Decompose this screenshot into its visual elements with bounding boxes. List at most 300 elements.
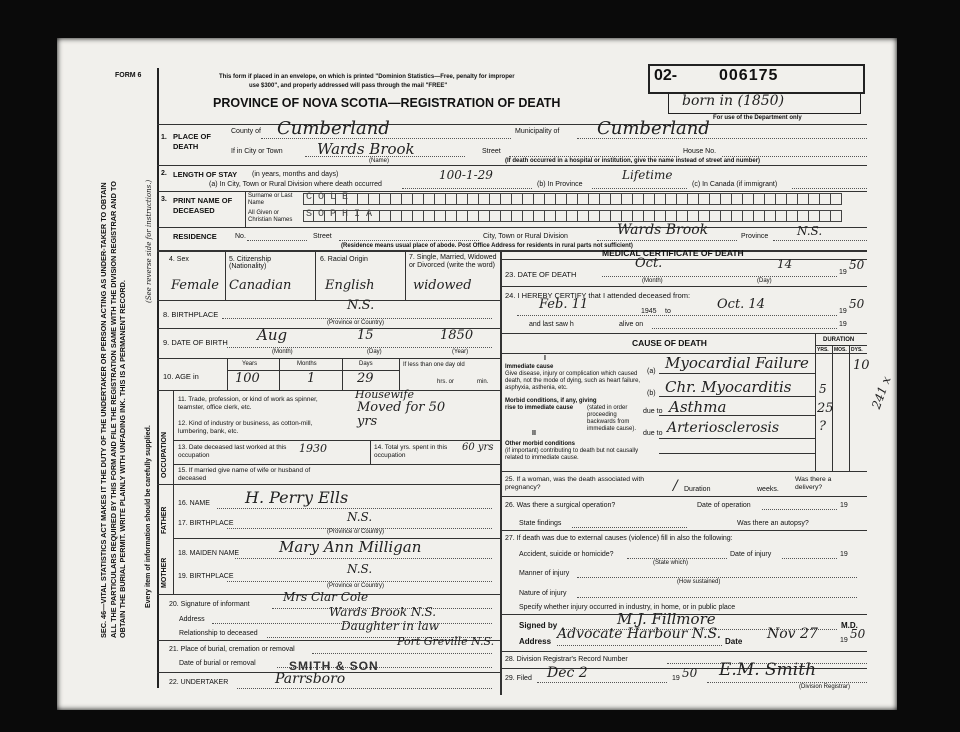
vertical-rule bbox=[399, 358, 400, 390]
q28-label: 28. Division Registrar's Record Number bbox=[505, 656, 628, 663]
months-label: Months bbox=[297, 361, 317, 367]
relationship-value: Daughter in law bbox=[341, 619, 440, 633]
reg-number: 006175 bbox=[719, 67, 779, 84]
other-morbid-text: (if important) contributing to death but not causally related to immediate cause. bbox=[505, 448, 639, 461]
dotted-rule bbox=[509, 156, 679, 157]
margin-annotation: 241 x bbox=[869, 374, 894, 411]
mother-bp-sub: (Province or Country) bbox=[327, 583, 385, 589]
sex-value: Female bbox=[171, 278, 219, 293]
cause-b-value: Chr. Myocarditis bbox=[665, 378, 792, 396]
dod-month-label: (Month) bbox=[642, 278, 663, 284]
letter-box bbox=[798, 193, 809, 205]
county-label: County of bbox=[231, 128, 261, 135]
letter-box bbox=[743, 210, 754, 222]
father-bp-value: N.S. bbox=[347, 510, 373, 524]
letter-box bbox=[710, 193, 721, 205]
stay-a-value: 100-1-29 bbox=[439, 168, 493, 182]
vertical-rule bbox=[173, 390, 174, 484]
dotted-rule bbox=[592, 188, 687, 189]
residence-label: RESIDENCE bbox=[173, 232, 217, 241]
letter-box bbox=[699, 193, 710, 205]
rule bbox=[500, 286, 867, 287]
rule bbox=[500, 530, 867, 531]
letter-box bbox=[655, 193, 666, 205]
dob-label: 9. DATE OF BIRTH bbox=[163, 338, 228, 347]
duration-b: 5 bbox=[819, 382, 827, 396]
dob-month: Aug bbox=[257, 326, 288, 344]
dob-day: 15 bbox=[357, 328, 374, 343]
letter-box bbox=[402, 210, 413, 222]
rule bbox=[157, 358, 500, 359]
attended-from-year: 1945 bbox=[641, 308, 657, 315]
letter-box bbox=[677, 193, 688, 205]
cause-line bbox=[659, 453, 815, 454]
stay-sub: (in years, months and days) bbox=[252, 171, 339, 178]
letter-box bbox=[369, 193, 380, 205]
letter-box bbox=[490, 193, 501, 205]
birthplace-label: 8. BIRTHPLACE bbox=[163, 310, 219, 319]
dob-month-label: (Month) bbox=[272, 349, 293, 355]
letter-box bbox=[611, 193, 622, 205]
marital-value: widowed bbox=[413, 278, 472, 293]
less-than-day: If less than one day old bbox=[403, 362, 465, 368]
cause-d-value: Arteriosclerosis bbox=[667, 420, 780, 436]
father-side-label: FATHER bbox=[161, 506, 168, 534]
letter-box bbox=[677, 210, 688, 222]
date-of-injury-label: Date of injury bbox=[730, 551, 772, 558]
dod-year-prefix: 19 bbox=[839, 269, 847, 276]
last-saw-label: and last saw h bbox=[529, 321, 574, 328]
rule bbox=[815, 345, 867, 346]
letter-box bbox=[688, 193, 699, 205]
given-label: All Given or Christian Names bbox=[248, 210, 293, 223]
rule bbox=[173, 440, 500, 441]
death-registration-form bbox=[57, 38, 897, 710]
dept-use-label: For use of the Department only bbox=[713, 115, 802, 121]
letter-box bbox=[567, 210, 578, 222]
letter-box bbox=[754, 193, 765, 205]
dotted-rule bbox=[222, 318, 492, 319]
letter-box bbox=[699, 210, 710, 222]
age-years: 100 bbox=[235, 371, 260, 386]
stay-b-value: Lifetime bbox=[622, 168, 673, 182]
letter-box bbox=[633, 193, 644, 205]
letter-box bbox=[391, 193, 402, 205]
cause-b-label: (b) bbox=[647, 390, 656, 397]
last-worked-value: 1930 bbox=[299, 442, 327, 455]
mother-side-label: MOTHER bbox=[161, 557, 168, 588]
specify-label: Specify whether injury occurred in industry, in home, or in public place bbox=[519, 604, 736, 611]
letter-box bbox=[523, 210, 534, 222]
letter-box bbox=[567, 193, 578, 205]
q27-label: 27. If death was due to external causes (violence) fill in also the following: bbox=[505, 535, 733, 542]
burial-place-label: 21. Place of burial, cremation or removal bbox=[169, 646, 295, 653]
dotted-rule bbox=[402, 188, 532, 189]
letter-box bbox=[578, 210, 589, 222]
cause-a-value: Myocardial Failure bbox=[665, 354, 809, 372]
dotted-rule bbox=[557, 645, 722, 646]
dotted-rule bbox=[312, 653, 492, 654]
letter-box bbox=[820, 193, 831, 205]
certify-label: 24. I HEREBY CERTIFY that I attended deceased from: bbox=[505, 291, 691, 300]
letter-box bbox=[765, 193, 776, 205]
letter-box bbox=[644, 193, 655, 205]
letter-box bbox=[512, 210, 523, 222]
mother-bp-label: 19. BIRTHPLACE bbox=[178, 573, 234, 580]
info-note: Every item of information should be carefully supplied. bbox=[145, 425, 152, 608]
signature-year: 50 bbox=[850, 627, 866, 641]
hospital-note: (If death occurred in a hospital or institution, give the name instead of street and number) bbox=[505, 158, 761, 164]
due-to-1: due to bbox=[643, 408, 663, 415]
letter-box bbox=[743, 193, 754, 205]
letter-box bbox=[611, 210, 622, 222]
state-which-label: (State which) bbox=[653, 560, 689, 566]
dob-year-label: (Year) bbox=[452, 349, 469, 355]
residence-province-label: Province bbox=[741, 233, 769, 240]
years-label: Years bbox=[242, 361, 258, 367]
letter-box bbox=[556, 193, 567, 205]
letter-box bbox=[534, 193, 545, 205]
surname-value: COLE bbox=[306, 192, 355, 203]
dotted-rule bbox=[247, 240, 307, 241]
rule bbox=[157, 250, 867, 252]
age-days: 29 bbox=[357, 371, 374, 386]
name-label: PRINT NAME OF DECEASED bbox=[173, 196, 233, 215]
cause-line bbox=[659, 438, 815, 439]
form-title: PROVINCE OF NOVA SCOTIA—REGISTRATION OF DEATH bbox=[213, 96, 561, 110]
vertical-rule bbox=[849, 345, 850, 471]
days-label: Days bbox=[359, 361, 373, 367]
dur-mos-label: MOS. bbox=[834, 347, 847, 353]
undertaker-stamp: SMITH & SON bbox=[289, 659, 379, 673]
cause-section-i: I bbox=[544, 355, 546, 362]
letter-box bbox=[765, 210, 776, 222]
name-sublabel: (Name) bbox=[369, 158, 390, 164]
signed-by-value: M.J. Fillmore bbox=[617, 610, 716, 628]
attended-to-label: to bbox=[665, 308, 671, 315]
letter-box bbox=[358, 193, 369, 205]
registrar-label: (Division Registrar) bbox=[799, 684, 851, 690]
letter-box bbox=[534, 210, 545, 222]
marital-label: 7. Single, Married, Widowed or Divorced (write the word) bbox=[409, 254, 497, 269]
physician-address-value: Advocate Harbour N.S. bbox=[557, 626, 722, 642]
rule bbox=[173, 464, 500, 465]
dod-month: Oct. bbox=[635, 256, 663, 271]
dotted-rule bbox=[773, 240, 867, 241]
father-bp-sub: (Province or Country) bbox=[327, 529, 385, 535]
alive-on-label: alive on bbox=[619, 321, 644, 328]
letter-box bbox=[688, 210, 699, 222]
letter-box bbox=[622, 193, 633, 205]
cause-line bbox=[659, 373, 815, 374]
hrs-label: hrs. or bbox=[437, 379, 455, 385]
stay-a-label: (a) In City, Town or Rural Division where death occurred bbox=[209, 181, 382, 188]
dotted-rule bbox=[627, 558, 727, 559]
letter-box bbox=[589, 210, 600, 222]
morbid-text: (stated in order proceeding backwards from immediate cause). bbox=[587, 405, 637, 432]
accident-label: Accident, suicide or homicide? bbox=[519, 551, 614, 558]
cause-title: CAUSE OF DEATH bbox=[632, 338, 707, 348]
cause-a-label: (a) bbox=[647, 368, 656, 375]
letter-box bbox=[666, 210, 677, 222]
total-years-label: 14. Total yrs. spent in this occupation bbox=[374, 444, 448, 459]
origin-label: 6. Racial Origin bbox=[320, 256, 368, 263]
registrar-signature: E.M. Smith bbox=[719, 660, 817, 680]
business-value: Moved for 50 yrs bbox=[357, 400, 446, 429]
rule bbox=[157, 124, 867, 125]
city-label: If in City or Town bbox=[231, 148, 283, 155]
dod-label: 23. DATE OF DEATH bbox=[505, 270, 577, 279]
letter-box bbox=[633, 210, 644, 222]
informant-address-value: Wards Brook N.S. bbox=[329, 605, 437, 619]
letter-box bbox=[787, 210, 798, 222]
letter-box bbox=[754, 210, 765, 222]
rule bbox=[157, 165, 867, 166]
informant-address-label: Address bbox=[179, 616, 205, 623]
letter-box bbox=[479, 193, 490, 205]
dotted-rule bbox=[217, 508, 492, 509]
vertical-rule bbox=[370, 440, 371, 464]
vertical-rule bbox=[342, 358, 343, 390]
dotted-rule bbox=[597, 240, 737, 241]
physician-address-label: Address bbox=[519, 637, 552, 646]
letter-box bbox=[457, 193, 468, 205]
how-sustained-label: (How sustained) bbox=[677, 579, 721, 585]
letter-box bbox=[600, 193, 611, 205]
burial-place-value: Port Greville N.S. bbox=[397, 635, 495, 648]
attended-from: Feb. 11 bbox=[539, 297, 589, 312]
rule bbox=[500, 651, 867, 652]
born-note: born in (1850) bbox=[682, 93, 785, 109]
letter-box bbox=[490, 210, 501, 222]
vertical-rule bbox=[245, 191, 246, 227]
vertical-rule bbox=[279, 358, 280, 390]
birthplace-sub: (Province or Country) bbox=[327, 320, 385, 326]
letter-box bbox=[402, 193, 413, 205]
dod-day: 14 bbox=[777, 257, 793, 271]
operation-year-prefix: 19 bbox=[840, 502, 848, 509]
dob-day-label: (Day) bbox=[367, 349, 382, 355]
letter-box bbox=[721, 193, 732, 205]
letter-box bbox=[468, 210, 479, 222]
residence-no-label: No. bbox=[235, 233, 246, 240]
letter-box bbox=[457, 210, 468, 222]
filed-year-prefix: 19 bbox=[672, 675, 680, 682]
stay-b-label: (b) In Province bbox=[537, 181, 583, 188]
q25-value: / bbox=[673, 478, 678, 494]
street-label: Street bbox=[482, 148, 501, 155]
q26-label: 26. Was there a surgical operation? bbox=[505, 502, 616, 509]
stay-label: LENGTH OF STAY bbox=[173, 170, 238, 179]
min-label: min. bbox=[477, 379, 489, 385]
letter-box bbox=[501, 210, 512, 222]
envelope-note-2: use $300", and properly addressed will pass through the mail "FREE" bbox=[249, 83, 448, 89]
city-value: Wards Brook bbox=[317, 140, 415, 158]
letter-box bbox=[820, 210, 831, 222]
q25-delivery: Was there a delivery? bbox=[795, 476, 832, 491]
vertical-rule bbox=[225, 250, 226, 300]
letter-box bbox=[622, 210, 633, 222]
dotted-rule bbox=[577, 577, 857, 578]
immediate-cause-label: Immediate cause bbox=[505, 364, 554, 370]
vertical-rule bbox=[315, 250, 316, 300]
dotted-rule bbox=[227, 581, 492, 582]
filed-year: 50 bbox=[682, 666, 698, 680]
dotted-rule bbox=[602, 276, 837, 277]
dotted-rule bbox=[261, 138, 511, 139]
letter-box bbox=[446, 193, 457, 205]
dotted-rule bbox=[517, 315, 837, 316]
letter-box bbox=[424, 193, 435, 205]
dur-yrs-label: YRS. bbox=[817, 347, 829, 353]
dotted-rule bbox=[339, 240, 479, 241]
dotted-rule bbox=[572, 527, 687, 528]
letter-box bbox=[501, 193, 512, 205]
surname-label: Surname or Last Name bbox=[248, 193, 293, 206]
letter-box bbox=[776, 210, 787, 222]
origin-value: English bbox=[325, 278, 375, 293]
margin-border bbox=[157, 68, 159, 688]
duration-title: DURATION bbox=[823, 337, 855, 343]
wife-label: 15. If married give name of wife or husband of deceased bbox=[178, 467, 311, 482]
place-label: PLACE OF DEATH bbox=[173, 132, 211, 151]
business-label: 12. Kind of industry or business, as cotton-mill, lumbering, bank, etc. bbox=[178, 420, 313, 435]
dotted-rule bbox=[577, 138, 867, 139]
municipality-label: Municipality of bbox=[515, 128, 560, 135]
attended-to: Oct. 14 bbox=[717, 297, 765, 312]
stay-c-label: (c) In Canada (if immigrant) bbox=[692, 181, 778, 188]
dotted-rule bbox=[722, 156, 867, 157]
letter-box bbox=[600, 210, 611, 222]
letter-box bbox=[732, 210, 743, 222]
vertical-rule bbox=[173, 484, 174, 594]
other-morbid-label: Other morbid conditions bbox=[505, 441, 575, 447]
letter-box bbox=[391, 210, 402, 222]
reg-prefix: 02- bbox=[654, 67, 678, 84]
letter-box bbox=[578, 193, 589, 205]
dob-year: 1850 bbox=[440, 328, 474, 343]
rule bbox=[500, 496, 867, 497]
operation-date-label: Date of operation bbox=[697, 502, 751, 509]
letter-box bbox=[831, 210, 842, 222]
dotted-rule bbox=[577, 597, 857, 598]
signature-date-value: Nov 27 bbox=[767, 626, 818, 642]
cause-section-ii: II bbox=[532, 430, 536, 437]
dotted-rule bbox=[235, 558, 492, 559]
rule bbox=[157, 484, 500, 485]
letter-box bbox=[380, 210, 391, 222]
letter-box bbox=[545, 210, 556, 222]
letter-box bbox=[798, 210, 809, 222]
cause-line bbox=[659, 396, 815, 397]
county-value: Cumberland bbox=[277, 118, 390, 139]
name-num: 3. bbox=[161, 196, 167, 203]
father-name-value: H. Perry Ells bbox=[245, 488, 349, 507]
dur-dys-label: DYS. bbox=[851, 347, 863, 353]
md-label: M.D. bbox=[841, 621, 858, 630]
duration-d: ? bbox=[819, 419, 826, 434]
form-number: FORM 6 bbox=[115, 72, 142, 79]
occupation-side-label: OCCUPATION bbox=[161, 431, 168, 478]
mother-name-value: Mary Ann Milligan bbox=[279, 538, 422, 556]
q29-label: 29. Filed bbox=[505, 675, 532, 682]
trade-value: Housewife bbox=[355, 388, 414, 401]
residence-street-label: Street bbox=[313, 233, 332, 240]
rule bbox=[157, 300, 500, 301]
letter-box bbox=[435, 193, 446, 205]
letter-box bbox=[710, 210, 721, 222]
undertaker-signature: Parrsboro bbox=[275, 671, 346, 687]
rule bbox=[157, 390, 500, 391]
mother-name-label: 18. MAIDEN NAME bbox=[178, 550, 240, 557]
letter-box bbox=[644, 210, 655, 222]
letter-box bbox=[468, 193, 479, 205]
dod-year: 50 bbox=[849, 258, 865, 272]
letter-box bbox=[556, 210, 567, 222]
letter-box bbox=[413, 210, 424, 222]
birthplace-value: N.S. bbox=[347, 298, 375, 313]
letter-box bbox=[809, 210, 820, 222]
sex-label: 4. Sex bbox=[169, 256, 189, 263]
medical-cert-title: MEDICAL CERTIFICATE OF DEATH bbox=[602, 248, 744, 258]
rule bbox=[500, 471, 867, 472]
place-num: 1. bbox=[161, 134, 167, 141]
dotted-rule bbox=[652, 328, 837, 329]
dotted-rule bbox=[237, 688, 492, 689]
letter-box bbox=[589, 193, 600, 205]
vertical-rule bbox=[500, 250, 502, 695]
letter-box bbox=[655, 210, 666, 222]
nature-label: Nature of injury bbox=[519, 590, 567, 597]
rule bbox=[500, 333, 867, 334]
letter-box bbox=[479, 210, 490, 222]
letter-box bbox=[446, 210, 457, 222]
rule bbox=[157, 227, 867, 228]
surname-boxes bbox=[303, 193, 842, 205]
residence-province-value: N.S. bbox=[797, 224, 823, 238]
vertical-rule bbox=[405, 250, 406, 300]
filed-date-value: Dec 2 bbox=[547, 665, 588, 681]
rule bbox=[500, 259, 867, 260]
total-years-value: 60 yrs bbox=[462, 442, 494, 453]
duration-a: 10 bbox=[853, 358, 870, 373]
dotted-rule bbox=[537, 682, 667, 683]
signature-date-label: Date bbox=[725, 637, 743, 646]
citizenship-value: Canadian bbox=[229, 278, 292, 293]
last-saw-year-prefix: 19 bbox=[839, 321, 847, 328]
manner-label: Manner of injury bbox=[519, 570, 570, 577]
letter-box bbox=[545, 193, 556, 205]
immediate-cause-text: Give disease, injury or complication which caused death, not the mode of dying, such as heart failure, asphyxia, asthenia, etc. bbox=[505, 371, 641, 391]
q25-duration: Duration bbox=[684, 486, 711, 493]
letter-box bbox=[732, 193, 743, 205]
house-label: House No. bbox=[683, 148, 717, 155]
q25-weeks: weeks. bbox=[757, 486, 779, 493]
letter-box bbox=[512, 193, 523, 205]
informant-sig-label: 20. Signature of informant bbox=[169, 601, 250, 608]
dotted-rule bbox=[305, 156, 465, 157]
envelope-note-1: This form if placed in an envelope, on which is printed "Dominion Statistics—Free, penalty for improper bbox=[219, 74, 515, 80]
letter-box bbox=[380, 193, 391, 205]
autopsy-label: Was there an autopsy? bbox=[737, 520, 809, 527]
father-name-label: 16. NAME bbox=[178, 500, 210, 507]
dotted-rule bbox=[707, 682, 867, 683]
cause-c-value: Asthma bbox=[669, 398, 727, 416]
duration-c: 25 bbox=[817, 401, 834, 416]
letter-box bbox=[721, 210, 732, 222]
given-value: SOPHIA bbox=[306, 209, 379, 220]
residence-city-label: City, Town or Rural Division bbox=[483, 233, 568, 240]
